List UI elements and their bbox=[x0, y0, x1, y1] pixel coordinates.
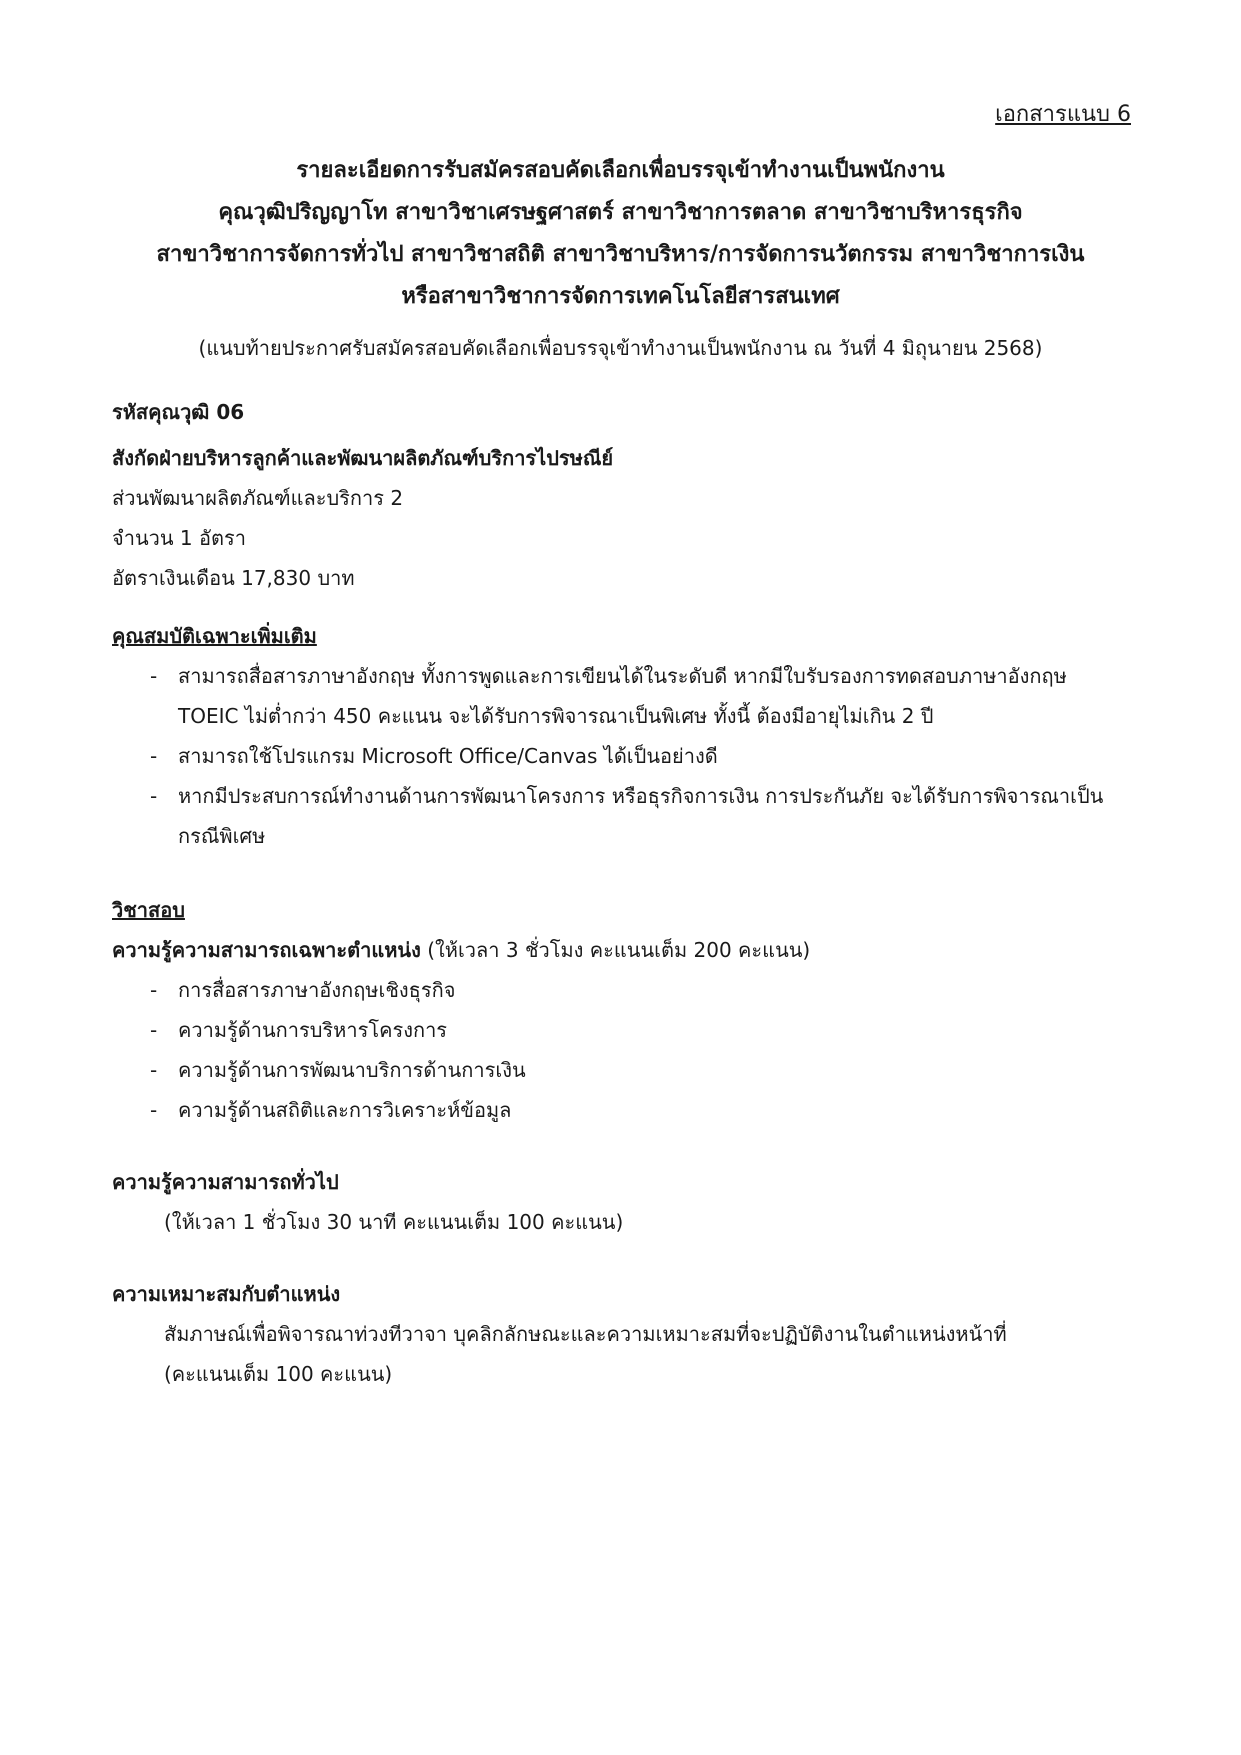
document-title bbox=[80, 150, 1161, 318]
specific-exam-list bbox=[112, 970, 1132, 1130]
exam-heading: วิชาสอบ bbox=[112, 898, 185, 922]
title-line-1: รายละเอียดการรับสมัครสอบคัดเลือกเพื่อบรรจุเข้าทำงานเป็นพนักงาน bbox=[296, 158, 945, 183]
specific-exam-title bbox=[112, 930, 1132, 970]
suitability-title: ความเหมาะสมกับตำแหน่ง bbox=[112, 1282, 341, 1306]
general-exam-detail: (ให้เวลา 1 ชั่วโมง 30 นาที คะแนนเต็ม 100 คะแนน) bbox=[164, 1210, 624, 1234]
general-exam-title: ความรู้ความสามารถทั่วไป bbox=[112, 1170, 339, 1194]
qualification-code: รหัสคุณวุฒิ 06 bbox=[112, 400, 245, 424]
list-item: - การสื่อสารภาษาอังกฤษเชิงธุรกิจ bbox=[150, 970, 1132, 1010]
annex-label: เอกสารแนบ 6 bbox=[995, 102, 1131, 127]
list-item: - ความรู้ด้านการพัฒนาบริการด้านการเงิน bbox=[150, 1050, 1132, 1090]
division: ส่วนพัฒนาผลิตภัณฑ์และบริการ 2 bbox=[112, 486, 404, 510]
salary: อัตราเงินเดือน 17,830 บาท bbox=[112, 566, 355, 590]
extra-qualifications-heading: คุณสมบัติเฉพาะเพิ่มเติม bbox=[112, 624, 317, 648]
department: สังกัดฝ่ายบริหารลูกค้าและพัฒนาผลิตภัณฑ์บริการไปรษณีย์ bbox=[112, 446, 614, 470]
title-line-2: คุณวุฒิปริญญาโท สาขาวิชาเศรษฐศาสตร์ สาขาวิชาการตลาด สาขาวิชาบริหารธุรกิจ bbox=[218, 200, 1023, 225]
document-subtitle: (แนบท้ายประกาศรับสมัครสอบคัดเลือกเพื่อบรรจุเข้าทำงานเป็นพนักงาน ณ วันที่ 4 มิถุนายน 2568) bbox=[198, 336, 1043, 360]
list-item: - สามารถสื่อสารภาษาอังกฤษ ทั้งการพูดและการเขียนได้ในระดับดี หากมีใบรับรองการทดสอบภาษาอังกฤษ TOEIC ไม่ต่ำกว่า 450 คะแนน จะได้รับการพิจารณาเป็นพิเศษ ทั้งนี้ ต้องมีอายุไม่เกิน 2 ปี bbox=[150, 656, 1132, 736]
specific-exam-name: ความรู้ความสามารถเฉพาะตำแหน่ง bbox=[112, 938, 421, 962]
extra-qualifications-list bbox=[112, 656, 1132, 856]
specific-exam-detail: (ให้เวลา 3 ชั่วโมง คะแนนเต็ม 200 คะแนน) bbox=[420, 938, 811, 962]
suitability-score: (คะแนนเต็ม 100 คะแนน) bbox=[164, 1362, 393, 1386]
title-line-3: สาขาวิชาการจัดการทั่วไป สาขาวิชาสถิติ สาขาวิชาบริหาร/การจัดการนวัตกรรม สาขาวิชาการเงิน bbox=[156, 242, 1085, 267]
positions-count: จำนวน 1 อัตรา bbox=[112, 526, 246, 550]
document-body bbox=[112, 392, 1132, 1394]
suitability-detail: สัมภาษณ์เพื่อพิจารณาท่วงทีวาจา บุคลิกลักษณะและความเหมาะสมที่จะปฏิบัติงานในตำแหน่งหน้าที่ bbox=[164, 1322, 1007, 1346]
list-item: - สามารถใช้โปรแกรม Microsoft Office/Canvas ได้เป็นอย่างดี bbox=[150, 736, 1132, 776]
list-item: - หากมีประสบการณ์ทำงานด้านการพัฒนาโครงการ หรือธุรกิจการเงิน การประกันภัย จะได้รับการพิจารณาเป็นกรณีพิเศษ bbox=[150, 776, 1132, 856]
title-line-4: หรือสาขาวิชาการจัดการเทคโนโลยีสารสนเทศ bbox=[401, 284, 840, 309]
list-item: - ความรู้ด้านการบริหารโครงการ bbox=[150, 1010, 1132, 1050]
list-item: - ความรู้ด้านสถิติและการวิเคราะห์ข้อมูล bbox=[150, 1090, 1132, 1130]
